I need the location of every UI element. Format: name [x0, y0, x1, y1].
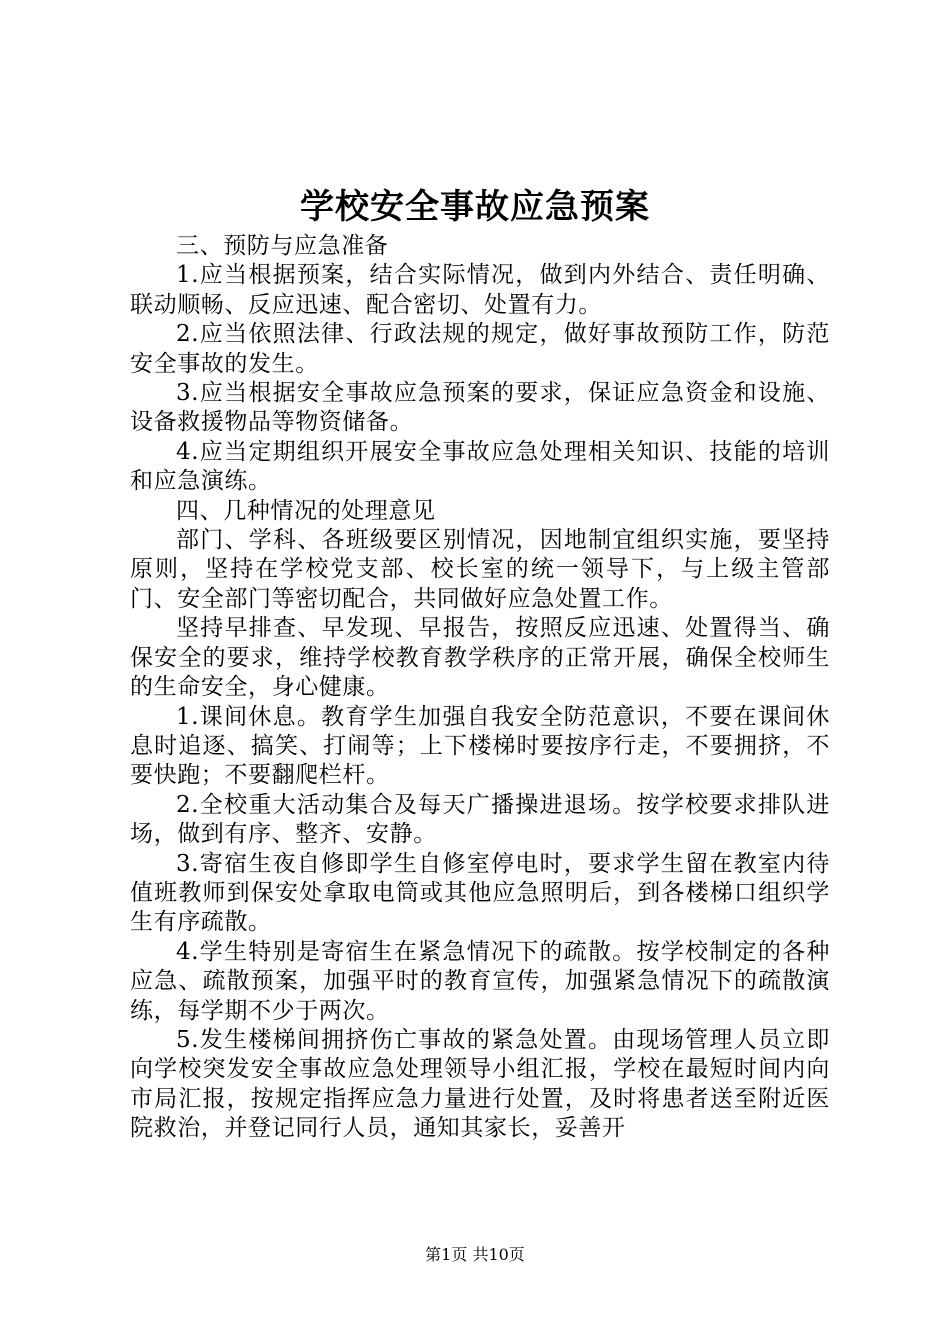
- paragraph-handling-2: 2.全校重大活动集合及每天广播操进退场。按学校要求排队进场，做到有序、整齐、安静。: [130, 791, 830, 848]
- section-heading-handling: 四、几种情况的处理意见: [176, 497, 436, 524]
- paragraph-prevention-4: 4.应当定期组织开展安全事故应急处理相关知识、技能的培训和应急演练。: [130, 438, 830, 495]
- document-title: 学校安全事故应急预案: [300, 187, 650, 227]
- page-footer: 第1页 共10页: [425, 1245, 525, 1264]
- paragraph-prevention-3: 3.应当根据安全事故应急预案的要求，保证应急资金和设施、设备救援物品等物资储备。: [130, 380, 830, 436]
- paragraph-handling-5: 5.发生楼梯间拥挤伤亡事故的紧急处置。由现场管理人员立即向学校突发安全事故应急处理领导小组汇报，学校在最短时间内向市局汇报，按规定指挥应急力量进行处置，及时将患者送至附近医院救治，并登记同行人员，通知其家长，妥善开: [130, 1026, 830, 1142]
- paragraph-handling-1: 1.课间休息。教育学生加强自我安全防范意识，不要在课间休息时追逐、搞笑、打闹等；上下楼梯时要按序行走，不要拥挤，不要快跑；不要翻爬栏杆。: [130, 703, 830, 789]
- section-heading-prevention: 三、预防与应急准备: [176, 233, 389, 259]
- paragraph-prevention-2: 2.应当依照法律、行政法规的规定，做好事故预防工作，防范安全事故的发生。: [130, 321, 830, 377]
- paragraph-handling-3: 3.寄宿生夜自修即学生自修室停电时，要求学生留在教室内待值班教师到保安处拿取电筒或其他应急照明后，到各楼梯口组织学生有序疏散。: [130, 850, 830, 936]
- paragraph-prevention-1: 1.应当根据预案，结合实际情况，做到内外结合、责任明确、联动顺畅、反应迅速、配合密切、处置有力。: [130, 262, 830, 318]
- paragraph-handling-intro: 部门、学科、各班级要区别情况，因地制宜组织实施，要坚持原则，坚持在学校党支部、校长室的统一领导下，与上级主管部门、安全部门等密切配合，共同做好应急处置工作。: [130, 527, 830, 612]
- paragraph-handling-4: 4.学生特别是寄宿生在紧急情况下的疏散。按学校制定的各种应急、疏散预案，加强平时的教育宣传，加强紧急情况下的疏散演练，每学期不少于两次。: [130, 938, 830, 1024]
- paragraph-handling-principle: 坚持早排查、早发现、早报告，按照反应迅速、处置得当、确保安全的要求，维持学校教育教学秩序的正常开展，确保全校师生的生命安全，身心健康。: [130, 615, 830, 701]
- document-body: [130, 232, 830, 1144]
